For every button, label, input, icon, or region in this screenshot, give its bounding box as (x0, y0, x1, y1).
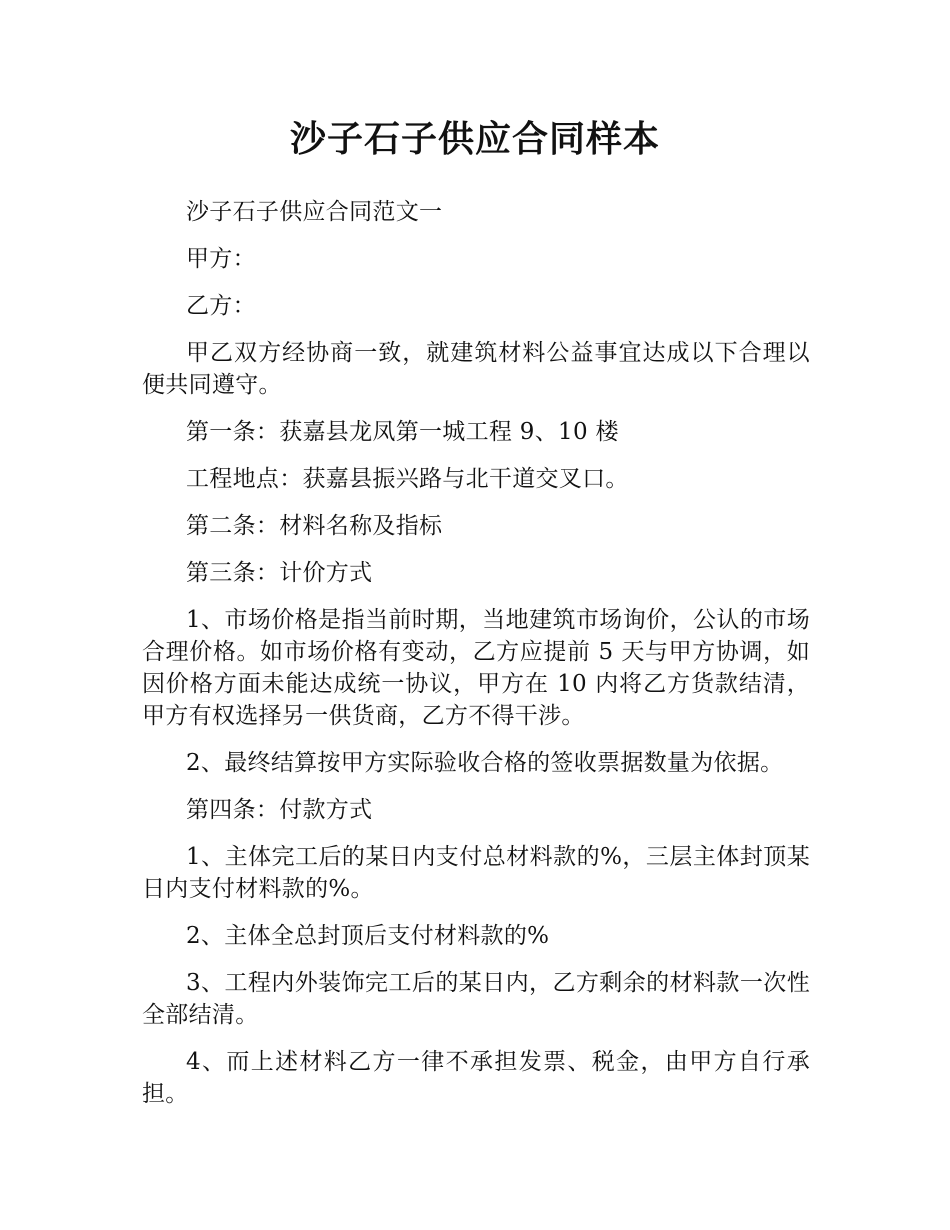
document-title: 沙子石子供应合同样本 (289, 119, 660, 160)
paragraph-subtitle: 沙子石子供应合同范文一 (186, 199, 443, 225)
paragraph-payment-4: 4、而上述材料乙方一律不承担发票、税金，由甲方自行承担。 (142, 1049, 810, 1107)
paragraph-party-b: 乙方： (186, 293, 256, 319)
paragraph-project-location: 工程地点：获嘉县振兴路与北干道交叉口。 (186, 466, 629, 492)
paragraph-payment-2: 2、主体全总封顶后支付材料款的% (186, 923, 550, 949)
paragraph-party-a: 甲方： (186, 246, 256, 272)
paragraph-intro: 甲乙双方经协商一致，就建筑材料公益事宜达成以下合理以便共同遵守。 (142, 340, 810, 398)
paragraph-article-3: 第三条：计价方式 (186, 560, 373, 586)
paragraph-payment-1: 1、主体完工后的某日内支付总材料款的%，三层主体封顶某日内支付材料款的%。 (142, 844, 810, 902)
document-body (142, 196, 810, 1125)
paragraph-article-1: 第一条：获嘉县龙凤第一城工程 9、10 楼 (186, 419, 619, 445)
paragraph-pricing-1: 1、市场价格是指当前时期，当地建筑市场询价，公认的市场合理价格。如市场价格有变动，乙方应提前 5 天与甲方协调，如因价格方面未能达成统一协议，甲方在 10 内将乙方货款结清，甲方有权选择另一供货商，乙方不得干涉。 (142, 607, 810, 729)
paragraph-article-2: 第二条：材料名称及指标 (186, 513, 443, 539)
paragraph-payment-3: 3、工程内外装饰完工后的某日内，乙方剩余的材料款一次性全部结清。 (142, 970, 810, 1028)
paragraph-article-4: 第四条：付款方式 (186, 797, 373, 823)
paragraph-pricing-2: 2、最终结算按甲方实际验收合格的签收票据数量为依据。 (186, 750, 784, 776)
